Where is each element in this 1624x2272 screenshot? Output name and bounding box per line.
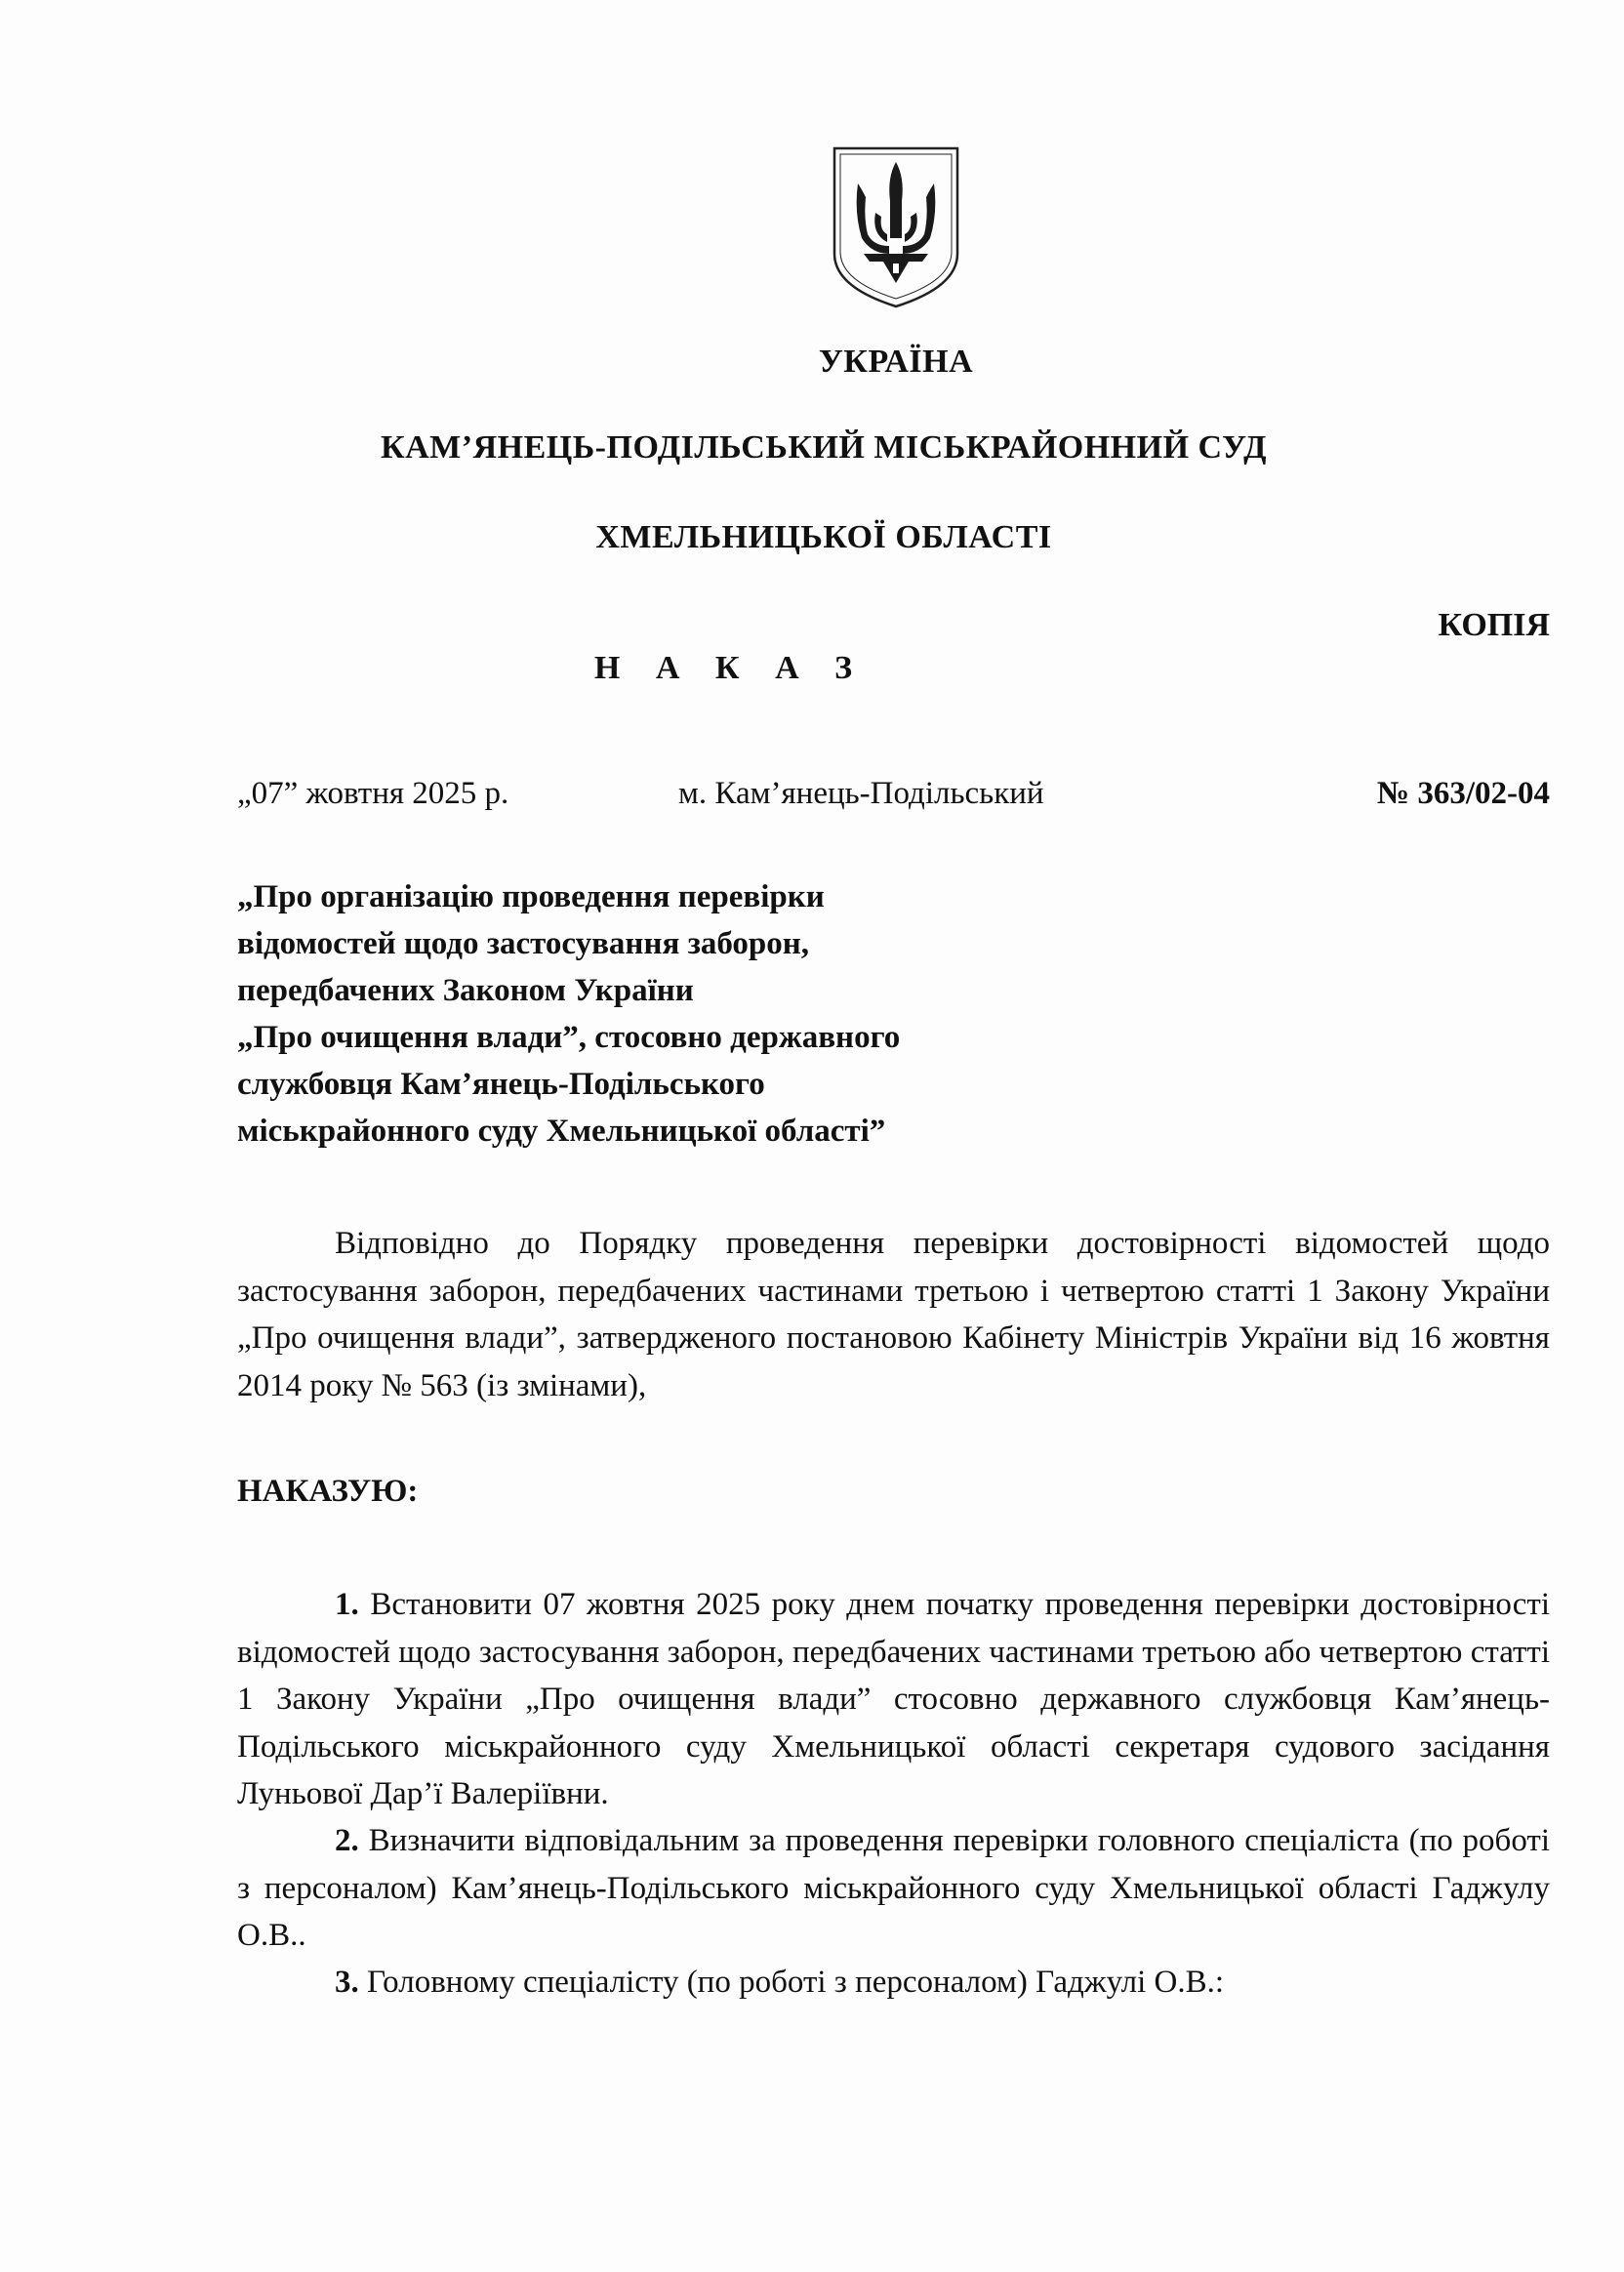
copy-mark: КОПІЯ	[1438, 607, 1550, 643]
country-heading: УКРАЇНА	[818, 344, 974, 380]
order-title-line: відомостей щодо застосування заборон,	[237, 926, 810, 961]
basis-paragraph-text: Відповідно до Порядку проведення перевірки достовірності відомостей щодо застосування заборон, передбачених частинами третьою і четвертою статті 1 Закону України „Про очищення влади”, затвердженого постановою Кабінету Міністрів України від 16 жовтня 2014 року № 563 (із змінами),	[237, 1226, 1550, 1403]
document-meta-row	[237, 776, 1550, 819]
order-item-text: Головному спеціалісту (по роботі з персоналом) Гаджулі О.В.:	[367, 1965, 1225, 2000]
court-name-line-1: КАМ’ЯНЕЦЬ-ПОДІЛЬСЬКИЙ МІСЬКРАЙОННИЙ СУД	[380, 429, 1268, 466]
order-title	[237, 873, 1116, 1155]
order-title-line: „Про очищення влади”, стосовно державного	[237, 1020, 901, 1055]
order-item-text: Визначити відповідальним за проведення перевірки головного спеціаліста (по роботі з персоналом) Кам’янець-Подільського міськрайонного суду Хмельницької області Гаджулу О.В..	[237, 1823, 1550, 1953]
order-title-line: службовця Кам’янець-Подільського	[237, 1067, 765, 1102]
order-word: НАКАЗУЮ:	[237, 1474, 419, 1509]
document-type-text: Н А К А З	[593, 650, 867, 686]
order-item-text: Встановити 07 жовтня 2025 року днем початку проведення перевірки достовірності відомостей щодо застосування заборон, передбачених частинами третьою або четвертою статті 1 Закону України „Про очищення влади” стосовно державного службовця Кам’янець-Подільського міськрайонного суду Хмельницької області секретаря судового засідання Луньової Дар’ї Валеріївни.	[237, 1587, 1550, 1811]
order-item-number: 3.	[335, 1965, 359, 2000]
document-date: „07” жовтня 2025 р.	[237, 776, 509, 811]
order-item-number: 1.	[335, 1587, 359, 1622]
court-name-line-2: ХМЕЛЬНИЦЬКОЇ ОБЛАСТІ	[595, 519, 1052, 555]
order-title-line: „Про організацію проведення перевірки	[237, 879, 825, 914]
document-number: № 363/02-04	[1376, 776, 1550, 811]
order-item-number: 2.	[335, 1823, 359, 1858]
trident-coat-of-arms-icon	[829, 144, 963, 310]
order-title-line: передбачених Законом України	[237, 973, 694, 1008]
document-type-heading	[0, 650, 1624, 687]
order-item-3	[237, 1959, 1550, 2007]
order-item-1	[237, 1581, 1550, 1818]
basis-paragraph	[237, 1220, 1550, 1409]
order-title-line: міськрайонного суду Хмельницької області”	[237, 1114, 886, 1149]
order-item-2	[237, 1817, 1550, 1960]
document-city: м. Кам’янець-Подільський	[678, 776, 1044, 811]
